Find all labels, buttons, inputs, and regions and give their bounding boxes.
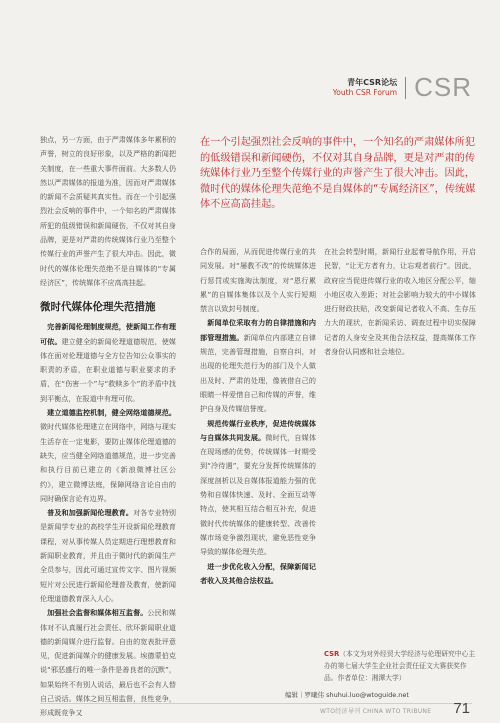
header-text xyxy=(333,78,397,98)
section-title: 微时代媒体伦理失范措施 xyxy=(40,301,156,314)
author-note xyxy=(324,648,476,684)
header-divider xyxy=(405,77,406,99)
right-column xyxy=(324,245,476,359)
measure-3-title: 普及和加强新闻伦理教育。 xyxy=(47,508,134,518)
measure-6 xyxy=(200,417,316,560)
csr-logo: CSR xyxy=(414,72,472,102)
measure-5 xyxy=(200,316,316,416)
measure-7-body: 在社会转型时期，新闻行业起着导航作用，开启民智，“让无方者有力，让忘观者前行”。因此，政府应当促进传媒行业的收入地区分配公平，缩小地区收入差距；对社会影响力较大的中小媒体进行财政扶贴，改变新闻记者收入不高、生存压力大的现状，在新闻采访、调查过程中切实保障记者的人身安全及其他合法权益，提高媒体工作者身份认同感和社会地位。 xyxy=(324,247,476,357)
middle-intro: 合作的局面，从而促进传媒行业的共同发展。对“屡教不改”的传统媒体进行惩罚或实施淘汰制度，对“恩行累累”的自媒体集体以及个人实行短期禁言以致封号制度。 xyxy=(200,247,316,314)
page-number: 71 xyxy=(453,700,470,717)
header-title-cn: 青年CSR论坛 xyxy=(347,77,398,87)
author-note-text: （本文为对外经贸大学经济与伦理研究中心主办的第七届大学生企业社会责任征文大赛获奖作品。作者单位：湘潭大学） xyxy=(324,650,476,682)
footer-divider xyxy=(40,703,472,704)
csr-tag: CSR xyxy=(324,650,340,658)
pull-quote: 在一个引起强烈社会反响的事件中，一个知名的严肃媒体所犯的低级错误和新闻硬伤，不仅对其自身品牌，更是对严肃的传统媒体行业乃至整个传媒行业的声誉产生了很大冲击。因此，微时代的媒体伦理失范绝不是自媒体的“专属经济区”，传统媒体不应高高挂起。 xyxy=(200,137,476,211)
left-intro: 独点，另一方面，由于严肃媒体多年累积的声誉，树立的良好形象，以及严格的新闻把关制度，在一些重大事件面前。大多数人仍然以严肃媒体的报道为准，因而对严肃媒体的新闻不会质疑其真实性。而在一个引起强烈社会反响的事件中，一个知名的严肃媒体所犯的低级错误和新闻硬伤，不仅对其自身品牌，更是对严肃的传统媒体行业乃至整个传媒行业的声誉产生了很大冲击。因此，微时代的媒体伦理失范绝不是自媒体的“专属经济区”，传统媒体不应高高挂起。 xyxy=(40,135,176,287)
measure-4-body: 公民和媒体对不认真履行社会责任、欣环新闻职业道德的新闻媒介进行监督。自由的宽表批评意见，促进新闻媒介的健康发展。埃德蒙伯克说“邪恶盛行的唯一条件是善良者的沉默”，如果始终不有别人说话，最后也不会有人替自己说话。媒体之间互相监督，良性竞争，形成既竞争又 xyxy=(40,608,176,718)
measure-1-body: 建立健全的新闻伦理道德规范，使媒体在面对伦理道德与全方位告知公众事实的职责的矛盾，在职业道德与职业要求的矛盾，在“伤害一个”与“救赎多个”的矛盾中找到平衡点，在报道中有理可依。 xyxy=(40,336,176,403)
magazine-name: WTO经济导刊 CHINA WTO TRIBUNE xyxy=(320,708,432,715)
measure-1-title: 完善新闻伦理制度规范，使新闻工作有理可依。 xyxy=(40,322,176,346)
measure-3-body: 对各专业特别是新闻学专业的高校学生开设新闻伦理教育课程，对从事传媒人员定期进行理想教育和新闻职业教育，并且由于微时代的新闻生产全员参与，因此可通过宣传文字、图片视频短片对公民进行新闻伦理普及教育，使新闻伦理道德教育深入人心。 xyxy=(40,508,177,603)
measure-6-body: 微时代，自媒体在现场感的优势，传统媒体一时期受到“冷待遇”，要充分发挥传统媒体的深度剖析以及自媒体报道能力强的优势和自媒体快速、及时、全面互动等特点，使其相互结合相互补充，促进微时代传统媒体的健康转型、改善传媒市场竞争激烈现状，避免恶性竞争导致的媒体伦理失范。 xyxy=(200,432,316,557)
middle-column xyxy=(200,245,316,588)
measure-2-title: 建立道德监控机制，健全网络道德规范。 xyxy=(47,408,176,418)
measure-1 xyxy=(40,320,176,406)
section-header xyxy=(333,72,472,103)
header-title-en: Youth CSR Forum xyxy=(332,87,398,97)
measure-4-title: 加强社会监督和媒体相互监督。 xyxy=(47,608,148,618)
measure-7 xyxy=(200,560,316,589)
left-column xyxy=(40,133,176,721)
measure-3 xyxy=(40,506,176,606)
measure-5-body: 新闻单位内部建立自律规范，完善管理措施，自察自纠，对出现的伦理失范行为的部门及个人做出及时、严肃的处理，像被借自己的眼睛一样爱惜自己和传媒的声誉，维护自身及传媒信誉度。 xyxy=(200,332,316,414)
measure-7-title: 进一步优化收入分配，保障新闻记者收入及其他合法权益。 xyxy=(200,561,316,585)
measure-2-body: 微时代媒体伦理建立在网络中，网络与现实生活存在一定鬼影，要防止媒体伦理道德的缺失，应当健全网络道德规范，进一步完善和执行目前已建立的《新浪微博社区公约》，建立微博法庭，保障网络言论自由的同时确保言论有边界。 xyxy=(40,422,176,503)
measure-6-title: 规范传媒行业秩序，促进传统媒体与自媒体共同发展。 xyxy=(200,418,316,442)
measure-5-title: 新闻单位采取有力的自律措施和内部管理措施。 xyxy=(200,318,316,342)
measure-2 xyxy=(40,406,176,506)
editor-credit: 编辑｜罗曦伟 shuhui.luo@wtoguide.net xyxy=(285,691,409,699)
